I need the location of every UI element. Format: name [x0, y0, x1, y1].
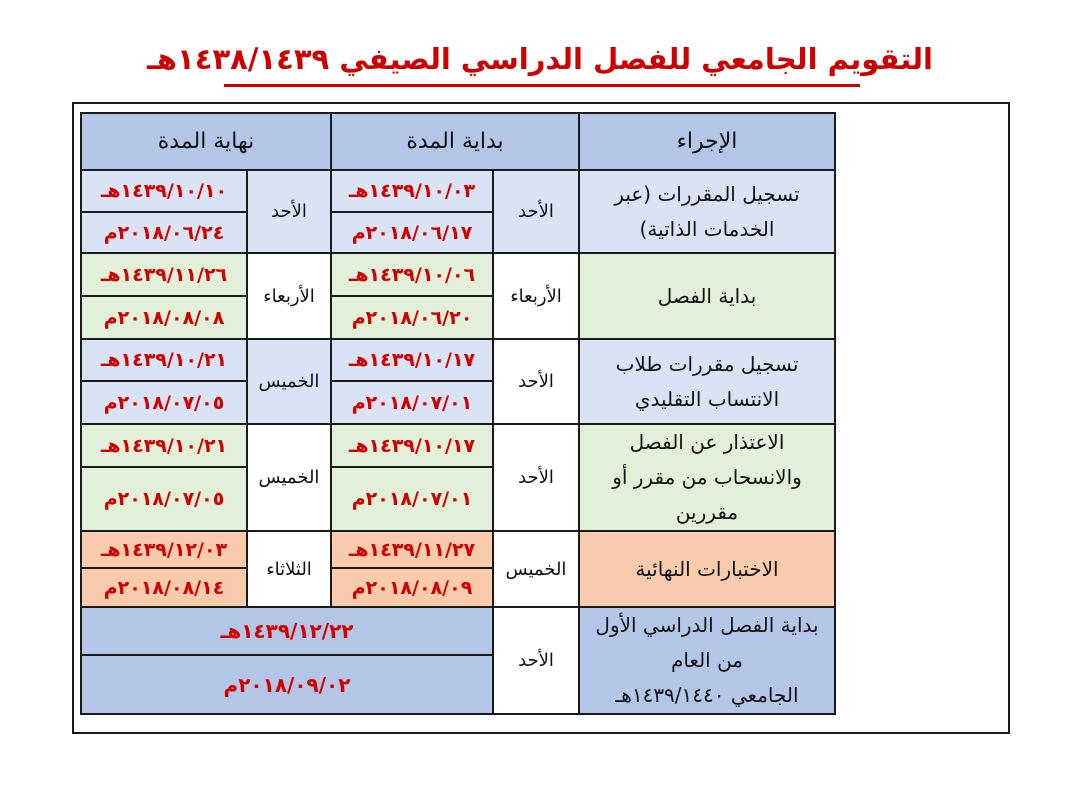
header-action: الإجراء [579, 113, 835, 170]
end-hijri-date: ١٤٣٩/١١/٢٦هـ [81, 253, 247, 296]
end-greg-date: ٢٠١٨/٠٨/٠٨م [81, 296, 247, 339]
start-greg-date: ٢٠١٨/٠٦/١٧م [331, 212, 493, 253]
start-day: الأحد [493, 424, 579, 531]
start-hijri-date: ١٤٣٩/١٠/١٧هـ [331, 339, 493, 381]
end-hijri-date: ١٤٣٩/١٠/١٠هـ [81, 170, 247, 212]
start-greg-date: ٢٠١٨/٠٨/٠٩م [331, 568, 493, 607]
start-greg-date: ٢٠١٨/٠٧/٠١م [331, 381, 493, 424]
start-greg-date: ٢٠١٨/٠٦/٢٠م [331, 296, 493, 339]
table-row [81, 170, 835, 212]
end-greg-date: ٢٠١٨/٠٧/٠٥م [81, 467, 247, 531]
final-greg-date: ٢٠١٨/٠٩/٠٢م [81, 655, 493, 714]
end-day: الأحد [247, 170, 331, 253]
start-hijri-date: ١٤٣٩/١٠/٠٦هـ [331, 253, 493, 296]
header-start: بداية المدة [331, 113, 579, 170]
calendar-table [80, 112, 836, 715]
end-greg-date: ٢٠١٨/٠٦/٢٤م [81, 212, 247, 253]
final-action-line-2: الجامعي ١٤٣٩/١٤٤٠هـ [615, 683, 799, 707]
action-cell [579, 424, 835, 531]
final-day: الأحد [493, 607, 579, 714]
start-day: الخميس [493, 531, 579, 607]
start-day: الأربعاء [493, 253, 579, 339]
action-cell: الاختبارات النهائية [579, 531, 835, 607]
start-greg-date: ٢٠١٨/٠٧/٠١م [331, 467, 493, 531]
final-action-line-1: بداية الفصل الدراسي الأول من العام [595, 613, 819, 672]
table-row [81, 531, 835, 568]
end-day: الخميس [247, 424, 331, 531]
end-greg-date: ٢٠١٨/٠٨/١٤م [81, 568, 247, 607]
end-day: الثلاثاء [247, 531, 331, 607]
header-end: نهاية المدة [81, 113, 331, 170]
table-row [81, 424, 835, 467]
end-day: الأربعاء [247, 253, 331, 339]
start-day: الأحد [493, 339, 579, 424]
end-greg-date: ٢٠١٨/٠٧/٠٥م [81, 381, 247, 424]
action-line-2: والانسحاب من مقرر أو مقررين [612, 465, 802, 524]
start-day: الأحد [493, 170, 579, 253]
page-title: التقويم الجامعي للفصل الدراسي الصيفي ١٤٣٨/١٤٣٩هـ [147, 42, 933, 76]
end-hijri-date: ١٤٣٩/١٠/٢١هـ [81, 424, 247, 467]
table-row [81, 253, 835, 296]
end-day: الخميس [247, 339, 331, 424]
final-action-cell [579, 607, 835, 714]
table-row [81, 607, 835, 655]
action-line-1: الاعتذار عن الفصل [629, 430, 785, 454]
header-row [81, 113, 835, 170]
start-hijri-date: ١٤٣٩/١٠/٠٣هـ [331, 170, 493, 212]
action-cell: تسجيل مقررات طلاب الانتساب التقليدي [579, 339, 835, 424]
end-hijri-date: ١٤٣٩/١٠/٢١هـ [81, 339, 247, 381]
action-cell: بداية الفصل [579, 253, 835, 339]
title-underline [224, 84, 860, 87]
start-hijri-date: ١٤٣٩/١١/٢٧هـ [331, 531, 493, 568]
table-row [81, 339, 835, 381]
end-hijri-date: ١٤٣٩/١٢/٠٣هـ [81, 531, 247, 568]
start-hijri-date: ١٤٣٩/١٠/١٧هـ [331, 424, 493, 467]
final-hijri-date: ١٤٣٩/١٢/٢٢هـ [81, 607, 493, 655]
action-cell: تسجيل المقررات (عبر الخدمات الذاتية) [579, 170, 835, 253]
